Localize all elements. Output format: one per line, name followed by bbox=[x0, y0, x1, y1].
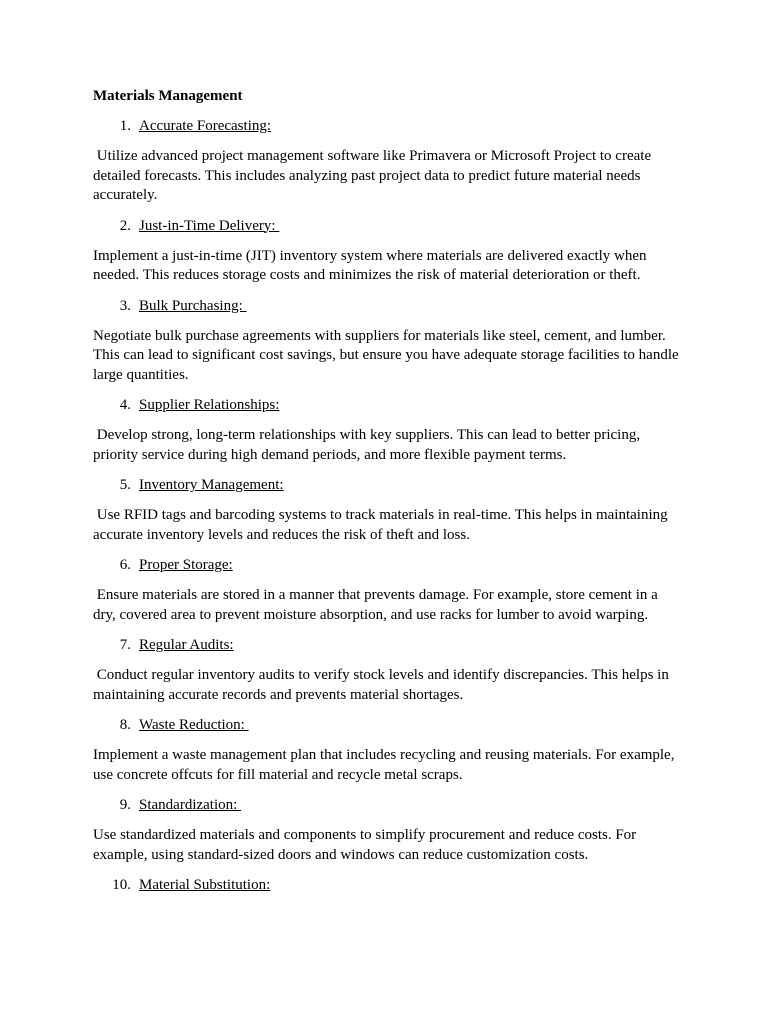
section-heading bbox=[93, 875, 683, 895]
section-8 bbox=[93, 715, 683, 785]
heading-label: Waste Reduction: bbox=[139, 717, 249, 733]
list-number: 1. bbox=[119, 118, 131, 134]
list-number: 8. bbox=[119, 717, 131, 733]
section-heading bbox=[93, 475, 683, 495]
section-heading bbox=[93, 635, 683, 655]
heading-label: Accurate Forecasting: bbox=[139, 118, 272, 134]
list-number: 3. bbox=[119, 297, 131, 314]
section-heading bbox=[93, 395, 683, 415]
heading-label: Material Substitution: bbox=[139, 877, 271, 893]
heading-label: Bulk Purchasing: bbox=[139, 297, 247, 314]
section-4 bbox=[93, 395, 683, 465]
section-body: Use standardized materials and components to simplify procurement and reduce costs. For example, using standard-sized doors and windows can reduce customization costs. bbox=[93, 827, 640, 863]
list-number: 7. bbox=[119, 637, 131, 653]
list-number: 6. bbox=[119, 557, 131, 573]
section-body: Use RFID tags and barcoding systems to track materials in real-time. This helps in maintaining accurate inventory levels and reduces the risk of theft and loss. bbox=[93, 507, 672, 543]
section-body: Ensure materials are stored in a manner that prevents damage. For example, store cement in a dry, covered area to prevent moisture absorption, and use racks for lumber to avoid warping. bbox=[93, 587, 662, 623]
heading-label: Inventory Management: bbox=[139, 477, 284, 493]
section-body: Utilize advanced project management software like Primavera or Microsoft Project to create detailed forecasts. This includes analyzing past project data to predict future material needs accurately. bbox=[93, 148, 655, 203]
section-6 bbox=[93, 555, 683, 625]
heading-label: Regular Audits: bbox=[139, 637, 234, 653]
section-5 bbox=[93, 475, 683, 545]
section-body: Develop strong, long-term relationships with key suppliers. This can lead to better pricing, priority service during high demand periods, and more flexible payment terms. bbox=[93, 427, 644, 463]
list-number: 5. bbox=[119, 477, 131, 493]
section-heading bbox=[93, 715, 683, 735]
section-3 bbox=[93, 296, 683, 386]
section-heading bbox=[93, 116, 683, 136]
section-body: Implement a just-in-time (JIT) inventory system where materials are delivered exactly when needed. This reduces storage costs and minimizes the risk of material deterioration or theft. bbox=[93, 247, 651, 283]
list-number: 10. bbox=[112, 877, 131, 893]
section-7 bbox=[93, 635, 683, 705]
heading-label: Supplier Relationships: bbox=[139, 397, 280, 413]
list-number: 9. bbox=[119, 797, 131, 813]
list-number: 4. bbox=[119, 397, 131, 413]
section-body: Conduct regular inventory audits to verify stock levels and identify discrepancies. This helps in maintaining accurate records and prevents material shortages. bbox=[93, 667, 673, 703]
section-heading bbox=[93, 296, 683, 316]
section-body: Negotiate bulk purchase agreements with suppliers for materials like steel, cement, and lumber. This can lead to significant cost savings, but ensure you have adequate storage facilities to handle large quantities. bbox=[93, 327, 683, 383]
heading-label: Standardization: bbox=[139, 797, 242, 813]
heading-label: Proper Storage: bbox=[139, 557, 233, 573]
document-page bbox=[93, 86, 683, 906]
section-heading bbox=[93, 216, 683, 236]
heading-label: Just-in-Time Delivery: bbox=[139, 217, 280, 234]
section-heading bbox=[93, 795, 683, 815]
section-body: Implement a waste management plan that includes recycling and reusing materials. For example, use concrete offcuts for fill material and recycle metal scraps. bbox=[93, 747, 679, 783]
section-2 bbox=[93, 216, 683, 286]
section-heading bbox=[93, 555, 683, 575]
section-10 bbox=[93, 875, 683, 895]
section-9 bbox=[93, 795, 683, 865]
document-title: Materials Management bbox=[93, 88, 243, 104]
list-number: 2. bbox=[119, 217, 131, 234]
section-1 bbox=[93, 116, 683, 206]
